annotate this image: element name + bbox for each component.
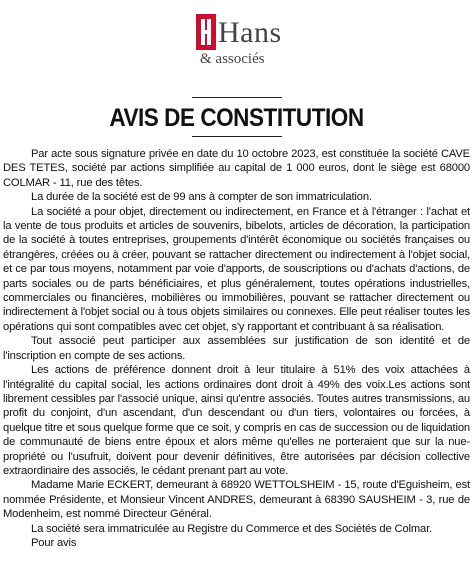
notice-body [3,147,470,550]
hans-associes-logo [196,14,326,72]
logo-wordmark: Hans [218,16,282,49]
notice-title: AVIS DE CONSTITUTION [109,104,364,132]
paragraph-constitution: Par acte sous signature privée en date du 10 octobre 2023, est constituée la société CAVE DES TETES, société par actions simplifiée au capital de 1 000 euros, dont le siège est 68000 COLMAR - 11, rue des têtes. [3,148,470,189]
title-rule-bottom [192,136,282,137]
paragraph-purpose: La société a pour objet, directement ou indirectement, en France et à l'étranger : l'achat et la vente de tous produits et articles de souvenirs, bibelots, articles de décoration, la participation de la société à toutes entreprises, groupements d'intérêt économique ou sociétés françaises ou étrangères, créées ou à créer, pouvant se rattacher directement ou indirectement à l'objet social, et ce par tous moyens, notamment par voie d'apports, de souscriptions ou d'achats d'actions, de parts sociales ou de parts bénéficiaires, et plus généralement, toutes opérations industrielles, commerciales ou financières, mobilières ou immobilières, pouvant se rattacher directement ou indirectement à l'objet social ou à tous objets similaires ou connexes. Elle peut réaliser toutes les opérations qui sont compatibles avec cet objet, s'y rapportant et contribuant à sa réalisation. [3,205,470,333]
paragraph-duration: La durée de la société est de 99 ans à compter de son immatriculation. [31,191,372,204]
paragraph-management: Madame Marie ECKERT, demeurant à 68920 WETTOLSHEIM - 15, route d'Eguisheim, est nommée Présidente, et Monsieur Vincent ANDRES, demeurant à 68390 SAUSHEIM - 3, rue de Modenheim, est nommé Directeur Général. [3,479,470,521]
title-rule-top [192,97,282,98]
logo-h-mark-icon [196,14,216,50]
paragraph-assemblies: Tout associé peut participer aux assemblées sur justification de son identité et de l'inscription en compte de ses actions. [3,335,470,362]
logo-subtitle: & associés [200,51,265,67]
paragraph-registration: La société sera immatriculée au Registre du Commerce et des Sociétés de Colmar. [31,522,433,535]
paragraph-shares: Les actions de préférence donnent droit à leur titulaire à 51% des voix attachées à l'intégralité du capital social, les actions ordinaires dont droit à 49% des voix.Les actions sont librement cessibles par l'associé unique, ainsi qu'entre associés. Toutes autres transmissions, au profit du conjoint, d'un ascendant, d'un descendant ou d'un tiers, volontaires ou forcées, à quelque titre et sous quelque forme que ce soit, y compris en cas de succession ou de liquidation de communauté de biens entre époux et alors même qu'elles ne porteraient que sur la nue-propriété ou l'usufruit, doivent pour devenir définitives, être autorisées par décision collective extraordinaire des associés, le cédant prenant part au vote. [3,364,470,477]
paragraph-signoff: Pour avis [31,536,77,549]
